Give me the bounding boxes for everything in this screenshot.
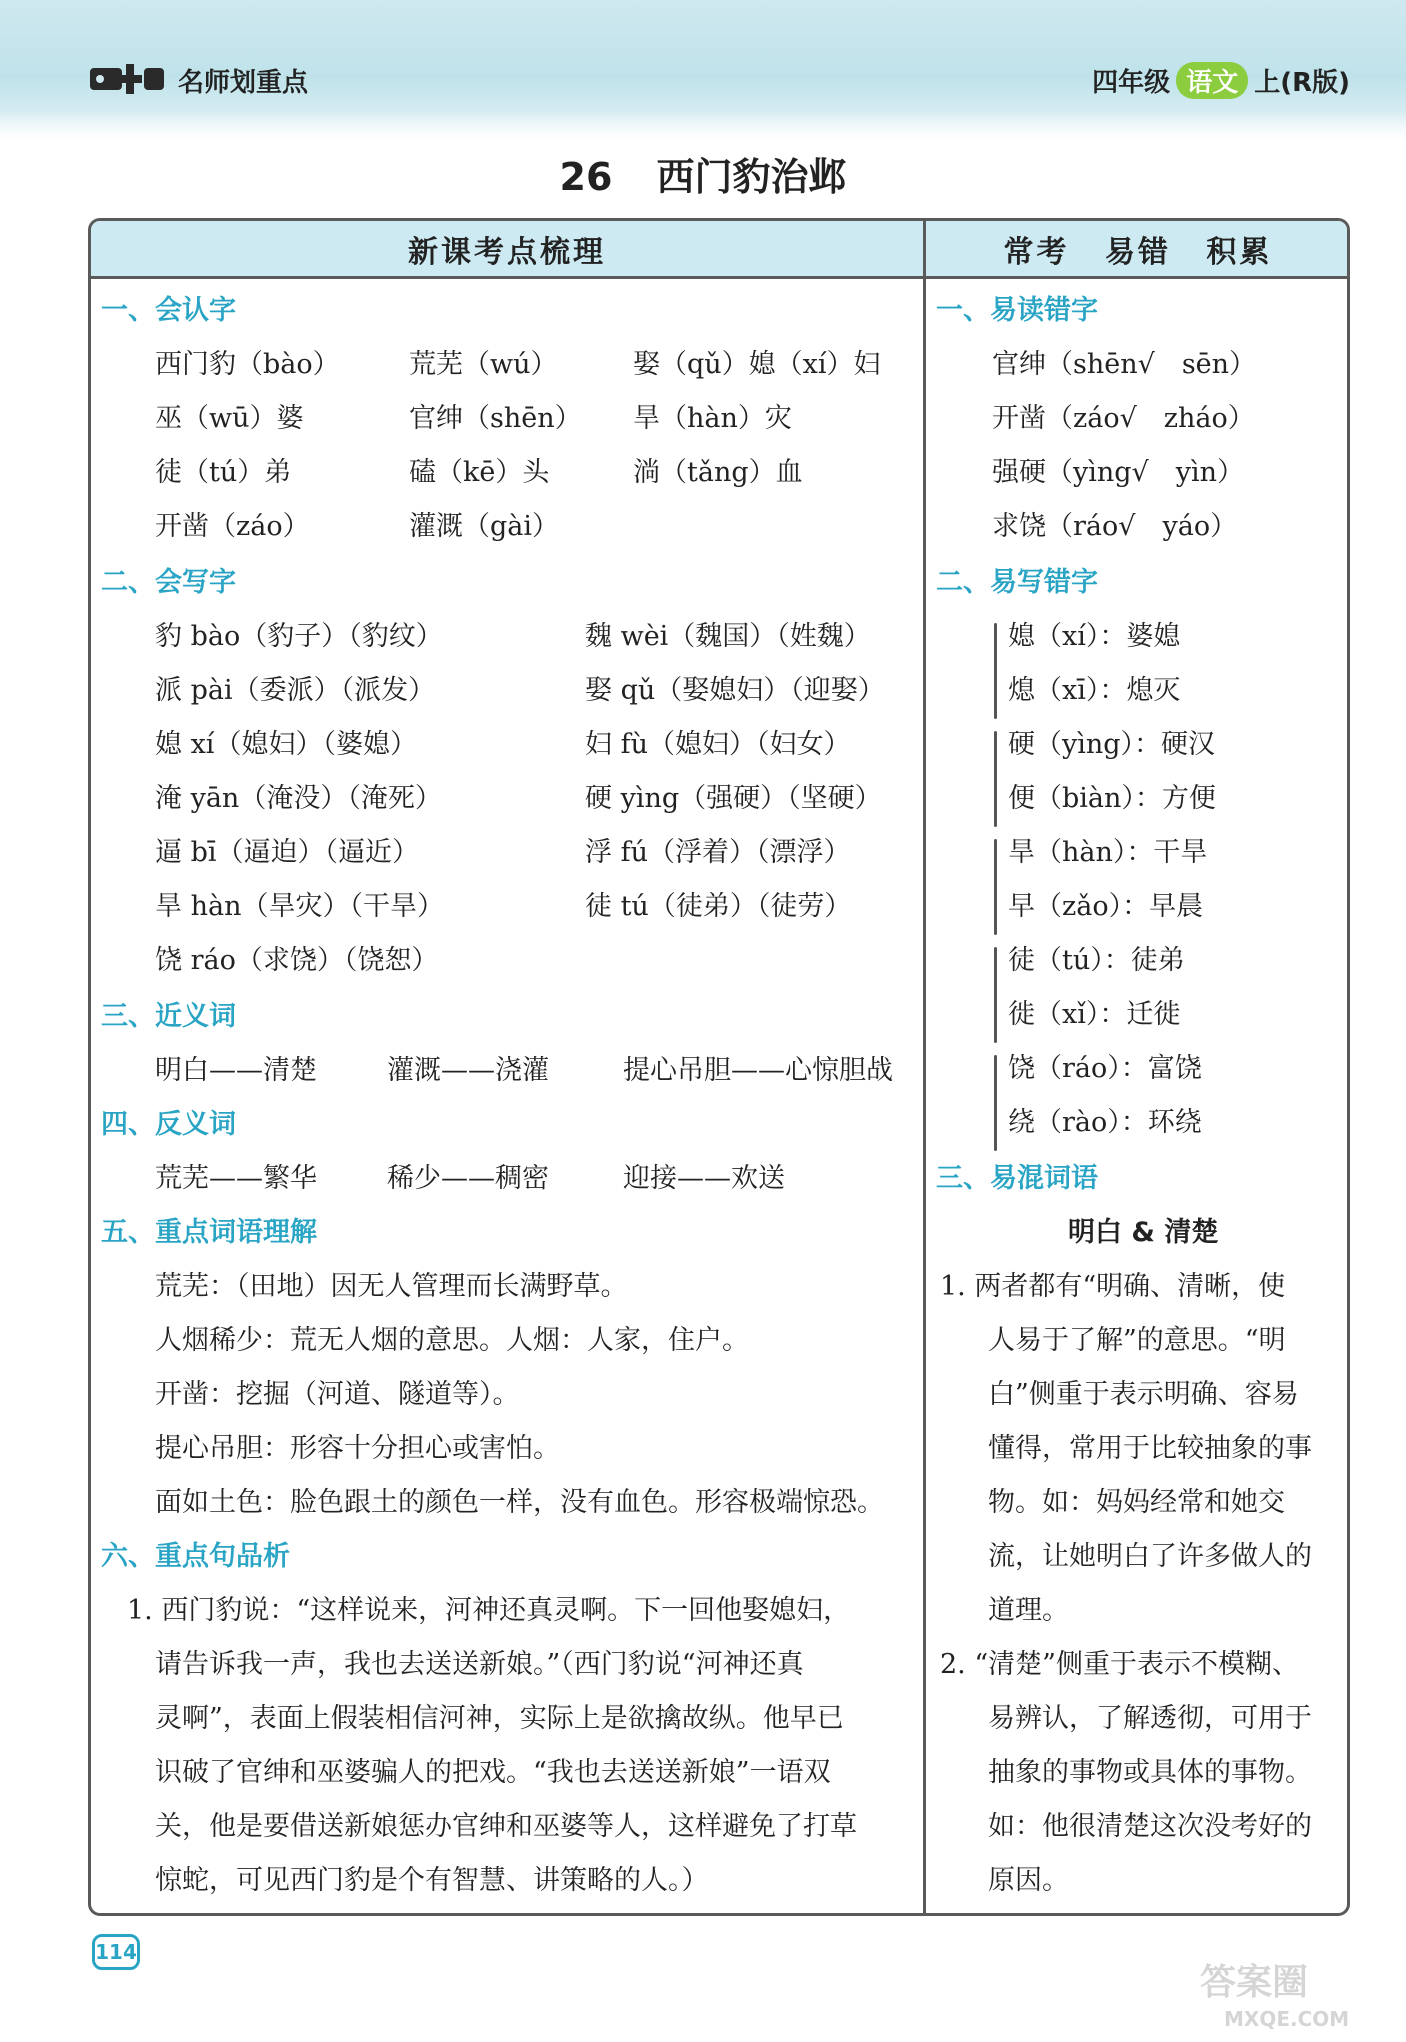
confusable-line: 道理。 [988, 1595, 1069, 1626]
word-explanation: 人烟稀少：荒无人烟的意思。人烟：人家，住户。 [155, 1325, 749, 1356]
subject-badge: 语文 [1176, 62, 1248, 99]
pair-brace [994, 731, 997, 827]
word-explanation: 荒芜：（田地）因无人管理而长满野草。 [155, 1271, 628, 1302]
misread-word: 求饶（ráo√ yáo） [992, 511, 1238, 542]
recognize-word: 荒芜（wú） [409, 349, 558, 380]
misread-word: 开凿（záo√ zháo） [992, 403, 1255, 434]
confusable-line: 人易于了解”的意思。“明 [988, 1325, 1286, 1356]
section-title: 六、重点句品析 [101, 1541, 290, 1572]
watermark-url: MXQE.COM [1224, 2007, 1350, 2031]
miswritten-word: 徙（xǐ）：迁徙 [1008, 999, 1181, 1030]
recognize-word: 西门豹（bào） [155, 349, 340, 380]
sentence-analysis-line: 识破了官绅和巫婆骗人的把戏。“我也去送送新娘”一语双 [155, 1757, 831, 1788]
miswritten-word: 早（zǎo）：早晨 [1008, 891, 1204, 922]
write-word: 浮 fú（浮着）（漂浮） [585, 837, 851, 868]
column-divider [923, 221, 926, 1913]
lesson-title [0, 146, 1406, 201]
recognize-word: 灌溉（gài） [409, 511, 560, 542]
sentence-analysis-line: 请告诉我一声，我也去送送新娘。”（西门豹说“河神还真 [155, 1649, 804, 1680]
content-frame [88, 218, 1350, 1916]
miswritten-word: 媳（xí）：婆媳 [1008, 621, 1181, 652]
misread-word: 强硬（yìng√ yìn） [992, 457, 1245, 488]
write-word: 派 pài（委派）（派发） [155, 675, 436, 706]
antonym-pair: 稀少——稠密 [387, 1163, 549, 1194]
write-word: 旱 hàn（旱灾）（干旱） [155, 891, 444, 922]
section-title: 四、反义词 [101, 1109, 236, 1140]
write-word: 魏 wèi（魏国）（姓魏） [585, 621, 871, 652]
antonym-pair: 荒芜——繁华 [155, 1163, 317, 1194]
word-explanation: 提心吊胆：形容十分担心或害怕。 [155, 1433, 560, 1464]
right-column-heading: 常考 易错 积累 [926, 221, 1350, 279]
sentence-analysis-line: 灵啊”，表面上假装相信河神，实际上是欲擒故纵。他早已 [155, 1703, 844, 1734]
lesson-name: 西门豹治邺 [656, 155, 847, 199]
watermark [1196, 1952, 1386, 2032]
confusable-line: 白”侧重于表示明确、容易 [988, 1379, 1299, 1410]
confusable-line: 易辨认，了解透彻，可用于 [988, 1703, 1312, 1734]
recognize-word: 旱（hàn）灾 [633, 403, 792, 434]
confusable-line: 如：他很清楚这次没考好的 [988, 1811, 1312, 1842]
recognize-word: 淌（tǎng）血 [633, 457, 803, 488]
section-title: 二、易写错字 [936, 567, 1098, 598]
miswritten-word: 徒（tú）：徒弟 [1008, 945, 1185, 976]
confusable-subtitle: 明白 & 清楚 [1068, 1217, 1219, 1248]
miswritten-word: 旱（hàn）：干旱 [1008, 837, 1208, 868]
section-title: 一、会认字 [101, 295, 236, 326]
pair-brace [994, 623, 997, 719]
watermark-text: 答案圈 [1200, 1962, 1309, 2003]
section-title: 三、近义词 [101, 1001, 236, 1032]
synonym-pair: 灌溉——浇灌 [387, 1055, 549, 1086]
section-title: 五、重点词语理解 [101, 1217, 317, 1248]
sentence-analysis-line: 惊蛇，可见西门豹是个有智慧、讲策略的人。） [155, 1865, 709, 1896]
section-title: 二、会写字 [101, 567, 236, 598]
word-explanation: 开凿：挖掘（河道、隧道等）。 [155, 1379, 520, 1410]
synonym-pair: 明白——清楚 [155, 1055, 317, 1086]
page-number: 114 [92, 1934, 140, 1970]
recognize-word: 娶（qǔ）媳（xí）妇 [633, 349, 881, 380]
write-word: 饶 ráo（求饶）（饶恕） [155, 945, 439, 976]
confusable-line: 1. 两者都有“明确、清晰，使 [940, 1271, 1286, 1302]
miswritten-word: 绕（rào）：环绕 [1008, 1107, 1202, 1138]
write-word: 逼 bī（逼迫）（逼近） [155, 837, 420, 868]
write-word: 妇 fù（媳妇）（妇女） [585, 729, 851, 760]
write-word: 豹 bào（豹子）（豹纹） [155, 621, 443, 652]
recognize-word: 巫（wū）婆 [155, 403, 304, 434]
recognize-word: 磕（kē）头 [409, 457, 550, 488]
recognize-word: 徒（tú）弟 [155, 457, 292, 488]
series-logo-icon [88, 62, 166, 96]
confusable-line: 物。如：妈妈经常和她交 [988, 1487, 1285, 1518]
write-word: 媳 xí（媳妇）（婆媳） [155, 729, 417, 760]
pair-brace [994, 1055, 997, 1151]
miswritten-word: 饶（ráo）：富饶 [1008, 1053, 1202, 1084]
write-word: 徒 tú（徒弟）（徒劳） [585, 891, 852, 922]
lesson-number: 26 [559, 155, 613, 199]
recognize-word: 开凿（záo） [155, 511, 310, 542]
synonym-pair: 提心吊胆——心惊胆战 [623, 1055, 893, 1086]
confusable-line: 懂得，常用于比较抽象的事 [988, 1433, 1312, 1464]
word-explanation: 面如土色：脸色跟土的颜色一样，没有血色。形容极端惊恐。 [155, 1487, 884, 1518]
grade-text: 四年级 [1092, 68, 1171, 98]
antonym-pair: 迎接——欢送 [623, 1163, 785, 1194]
left-column-heading: 新课考点梳理 [91, 221, 923, 279]
write-word: 淹 yān（淹没）（淹死） [155, 783, 442, 814]
grade-label [1092, 62, 1350, 99]
pair-brace [994, 947, 997, 1043]
write-word: 娶 qǔ（娶媳妇）（迎娶） [585, 675, 885, 706]
miswritten-word: 便（biàn）：方便 [1008, 783, 1216, 814]
misread-word: 官绅（shēn√ sēn） [992, 349, 1257, 380]
write-word: 硬 yìng（强硬）（坚硬） [585, 783, 882, 814]
confusable-line: 原因。 [988, 1865, 1069, 1896]
confusable-line: 抽象的事物或具体的事物。 [988, 1757, 1312, 1788]
section-title: 三、易混词语 [936, 1163, 1098, 1194]
pair-brace [994, 839, 997, 935]
confusable-line: 流，让她明白了许多做人的 [988, 1541, 1312, 1572]
series-title: 名师划重点 [178, 68, 309, 98]
section-title: 一、易读错字 [936, 295, 1098, 326]
volume-text: 上(R版) [1254, 68, 1350, 98]
miswritten-word: 熄（xī）：熄灭 [1008, 675, 1181, 706]
sentence-analysis-line: 关，他是要借送新娘惩办官绅和巫婆等人，这样避免了打草 [155, 1811, 857, 1842]
recognize-word: 官绅（shēn） [409, 403, 582, 434]
confusable-line: 2. “清楚”侧重于表示不模糊、 [940, 1649, 1299, 1680]
miswritten-word: 硬（yìng）：硬汉 [1008, 729, 1216, 760]
sentence-analysis-line: 1. 西门豹说：“这样说来，河神还真灵啊。下一回他娶媳妇， [127, 1595, 851, 1626]
